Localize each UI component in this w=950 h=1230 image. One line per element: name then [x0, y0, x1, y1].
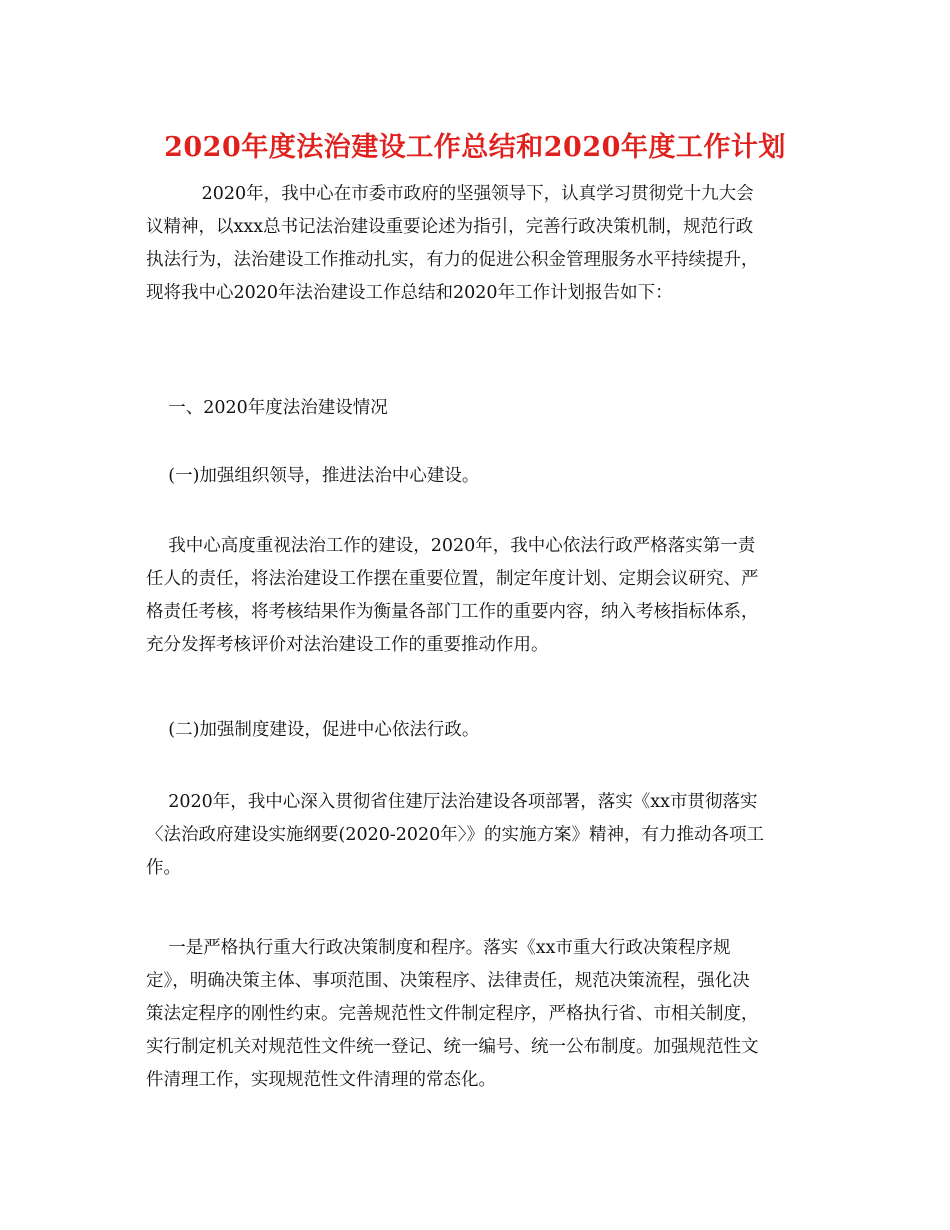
text-line: 充分发挥考核评价对法治建设工作的重要推动作用。 [146, 635, 549, 655]
section-heading-1 [146, 392, 806, 425]
text-line: 〈法治政府建设实施纲要(2020-2020年〉》的实施方案》精神，有力推动各项工 [146, 825, 765, 845]
text-line: 作。 [146, 858, 181, 878]
paragraph-organization [146, 530, 806, 662]
text-line: 任人的责任，将法治建设工作摆在重要位置，制定年度计划、定期会议研究、严 [146, 569, 759, 589]
text-line: 现将我中心2020年法治建设工作总结和2020年工作计划报告如下： [146, 283, 673, 303]
paragraph-deployment [146, 786, 806, 885]
document-title: 2020年度法治建设工作总结和2020年度工作计划 [164, 132, 786, 163]
subsection-heading-2 [146, 714, 806, 747]
text-line: (一)加强组织领导，推进法治中心建设。 [146, 466, 480, 486]
text-line: 实行制定机关对规范性文件统一登记、统一编号、统一公布制度。加强规范性文 [146, 1037, 759, 1057]
text-line: 执法行为，法治建设工作推动扎实，有力的促进公积金管理服务水平持续提升， [146, 250, 759, 270]
text-line: 件清理工作，实现规范性文件清理的常态化。 [146, 1070, 496, 1090]
text-line: 格责任考核，将考核结果作为衡量各部门工作的重要内容，纳入考核指标体系， [146, 602, 759, 622]
text-line: 一、2020年度法治建设情况 [146, 398, 388, 418]
text-line: 2020年，我中心深入贯彻省住建厅法治建设各项部署，落实《xx市贯彻落实 [146, 792, 758, 812]
text-line: 策法定程序的刚性约束。完善规范性文件制定程序，严格执行省、市相关制度， [146, 1004, 759, 1024]
text-line: 2020年，我中心在市委市政府的坚强领导下，认真学习贯彻党十九大会 [146, 184, 754, 204]
paragraph-intro [146, 178, 806, 310]
text-line: (二)加强制度建设，促进中心依法行政。 [146, 720, 480, 740]
text-line: 我中心高度重视法治工作的建设，2020年，我中心依法行政严格落实第一责 [146, 536, 756, 556]
text-line: 议精神，以xxx总书记法治建设重要论述为指引，完善行政决策机制，规范行政 [146, 217, 754, 237]
paragraph-decision-making [146, 932, 806, 1097]
text-line: 定》，明确决策主体、事项范围、决策程序、法律责任，规范决策流程，强化决 [146, 971, 750, 991]
text-line: 一是严格执行重大行政决策制度和程序。落实《xx市重大行政决策程序规 [146, 938, 731, 958]
subsection-heading-1 [146, 460, 806, 493]
